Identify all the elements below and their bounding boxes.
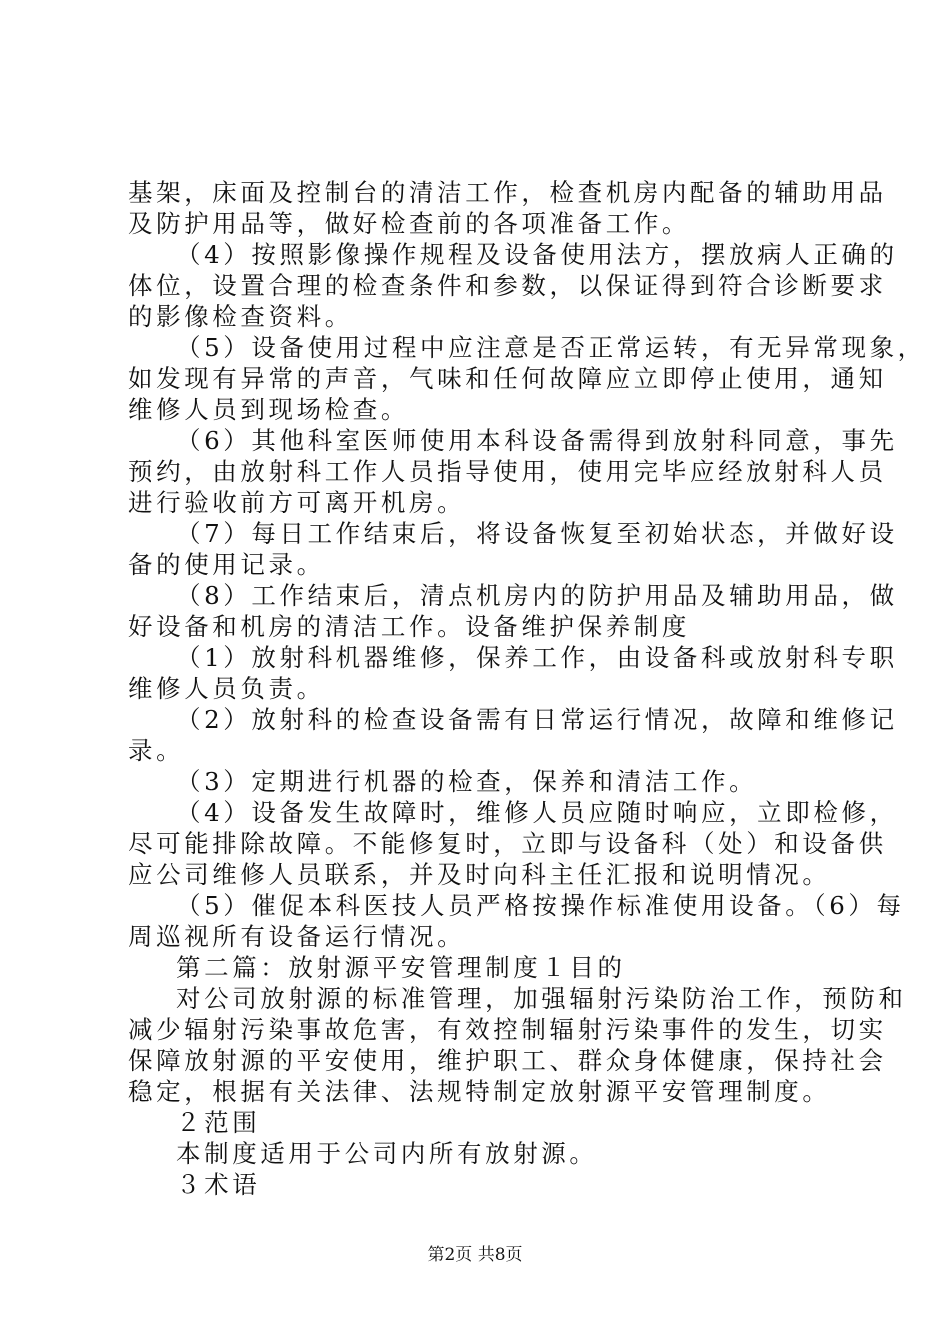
body-text-line: 如发现有异常的声音，气味和任何故障应立即停止使用，通知 [128, 364, 887, 393]
body-text-line: 维修人员负责。 [128, 674, 325, 703]
body-text-line: 进行验收前方可离开机房。 [128, 488, 466, 517]
section-heading: 第二篇：放射源平安管理制度１目的 [176, 953, 626, 982]
section-heading: ３术语 [176, 1170, 261, 1199]
body-text-line: （6）其他科室医师使用本科设备需得到放射科同意，事先 [176, 426, 898, 455]
body-text-line: （7）每日工作结束后，将设备恢复至初始状态，并做好设 [176, 519, 898, 548]
body-text-line: （2）放射科的检查设备需有日常运行情况，故障和维修记 [176, 705, 898, 734]
body-text-line: 好设备和机房的清洁工作。设备维护保养制度 [128, 612, 690, 641]
body-text-line: （5）催促本科医技人员严格按操作标准使用设备。（6）每 [176, 891, 905, 920]
body-text-line: 的影像检查资料。 [128, 302, 353, 331]
body-text-line: （4）按照影像操作规程及设备使用法方，摆放病人正确的 [176, 240, 898, 269]
body-text-line: （8）工作结束后，清点机房内的防护用品及辅助用品，做 [176, 581, 898, 610]
body-text-line: 基架，床面及控制台的清洁工作，检查机房内配备的辅助用品 [128, 178, 887, 207]
body-text-line: 及防护用品等，做好检查前的各项准备工作。 [128, 209, 690, 238]
body-text-line: 周巡视所有设备运行情况。 [128, 922, 466, 951]
body-text-line: 维修人员到现场检查。 [128, 395, 409, 424]
body-text-line: 应公司维修人员联系，并及时向科主任汇报和说明情况。 [128, 860, 831, 889]
body-text-line: 备的使用记录。 [128, 550, 325, 579]
section-heading: ２范围 [176, 1108, 261, 1137]
body-text-line: （3）定期进行机器的检查，保养和清洁工作。 [176, 767, 758, 796]
body-text-line: 减少辐射污染事故危害，有效控制辐射污染事件的发生，切实 [128, 1015, 887, 1044]
body-text-line: （4）设备发生故障时，维修人员应随时响应，立即检修， [176, 798, 898, 827]
body-text-line: 体位，设置合理的检查条件和参数，以保证得到符合诊断要求 [128, 271, 887, 300]
body-text-line: （5）设备使用过程中应注意是否正常运转，有无异常现象， [176, 333, 926, 362]
body-text-line: 对公司放射源的标准管理，加强辐射污染防治工作，预防和 [176, 984, 907, 1013]
body-text-line: （1）放射科机器维修，保养工作，由设备科或放射科专职 [176, 643, 898, 672]
body-text-line: 预约，由放射科工作人员指导使用，使用完毕应经放射科人员 [128, 457, 887, 486]
page-number-footer: 第2页 共8页 [427, 1245, 523, 1265]
body-text-line: 录。 [128, 736, 185, 765]
body-text-line: 尽可能排除故障。不能修复时，立即与设备科（处）和设备供 [128, 829, 887, 858]
body-text-line: 本制度适用于公司内所有放射源。 [176, 1139, 598, 1168]
body-text-line: 稳定，根据有关法律、法规特制定放射源平安管理制度。 [128, 1077, 831, 1106]
body-text-line: 保障放射源的平安使用，维护职工、群众身体健康，保持社会 [128, 1046, 887, 1075]
